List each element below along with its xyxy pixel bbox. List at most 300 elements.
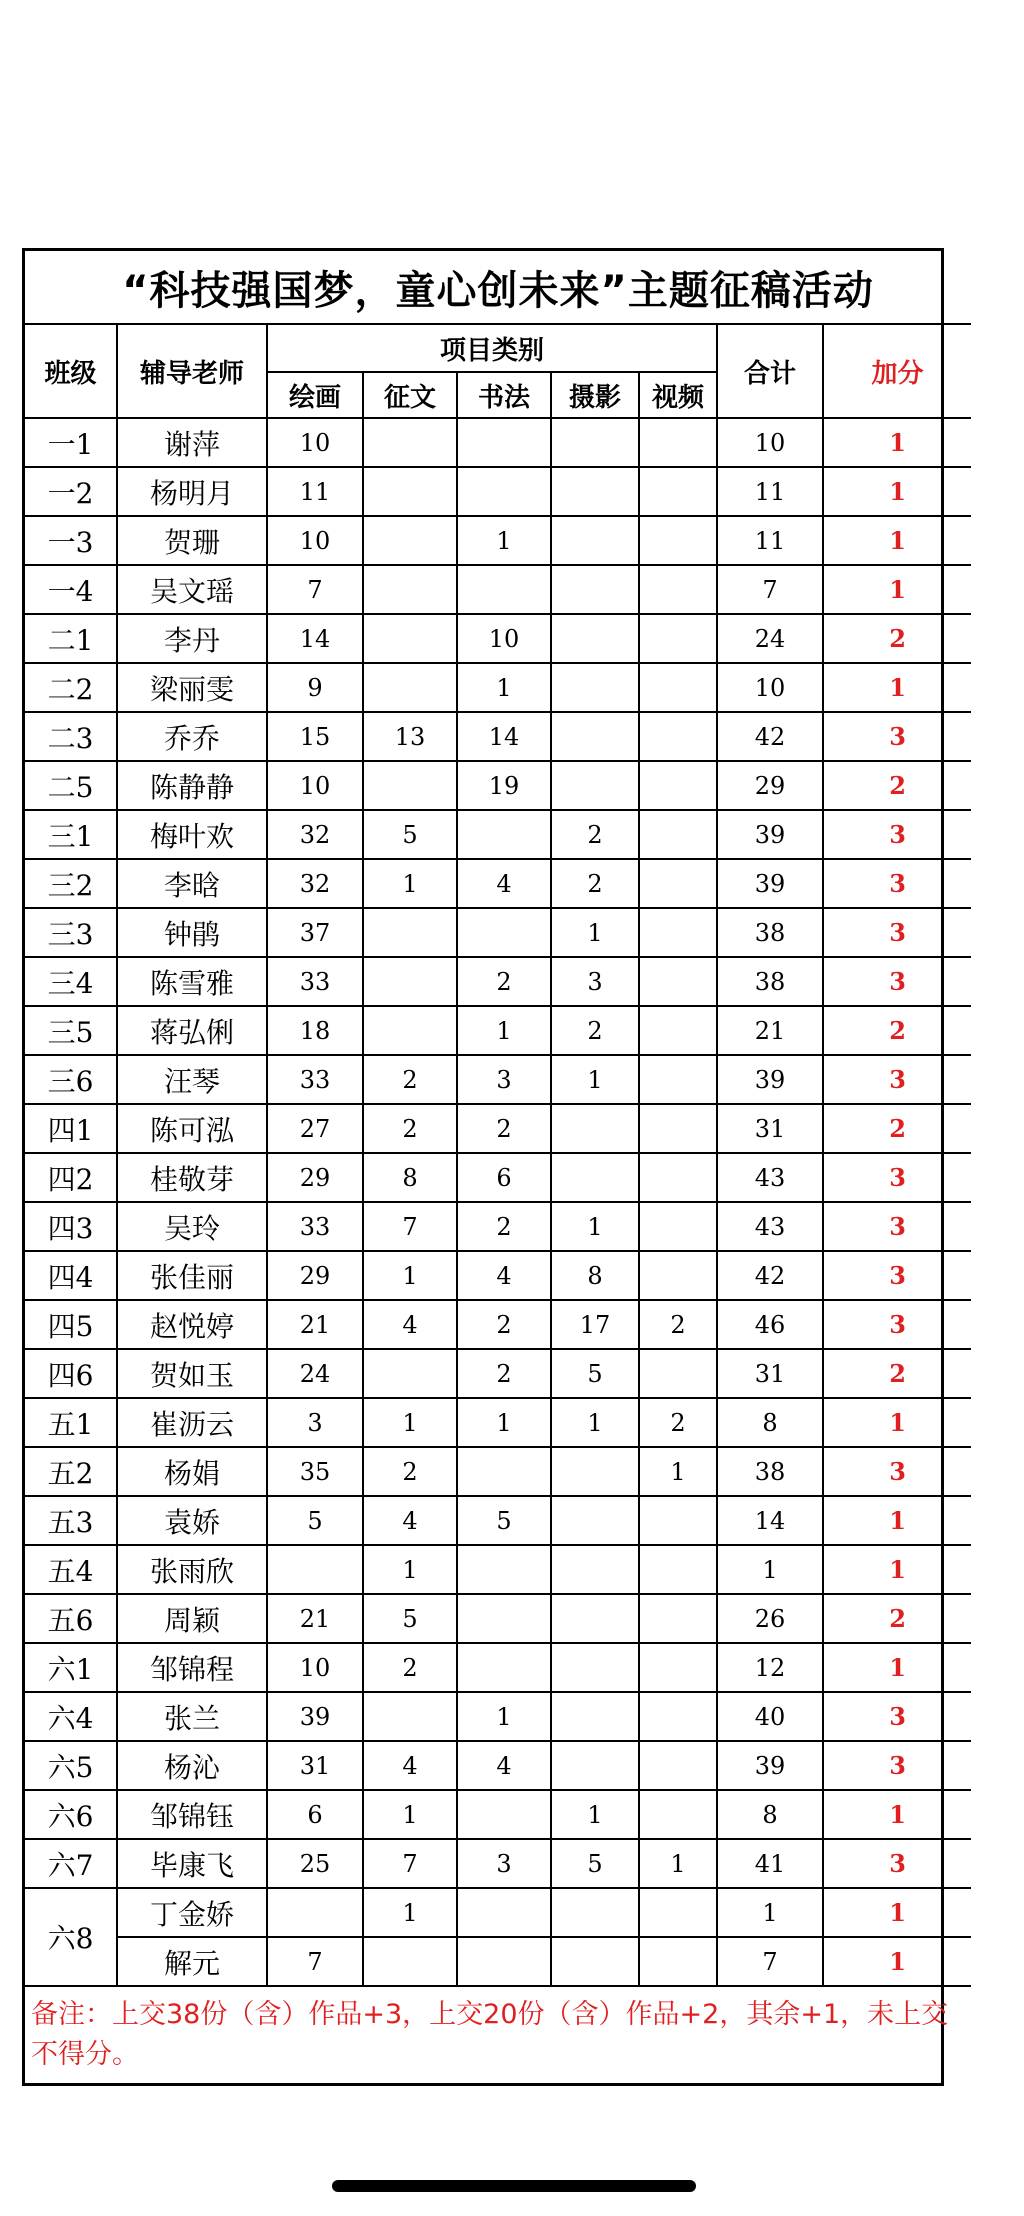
- category-count-cell: 3: [267, 1398, 363, 1447]
- category-count-cell: [639, 418, 717, 467]
- category-count-cell: 2: [639, 1398, 717, 1447]
- category-count-cell: 17: [551, 1300, 639, 1349]
- category-count-cell: 1: [551, 1790, 639, 1839]
- teacher-cell: 崔沥云: [117, 1398, 267, 1447]
- category-count-cell: [639, 1937, 717, 1986]
- total-cell: 1: [717, 1888, 823, 1937]
- total-cell: 12: [717, 1643, 823, 1692]
- bonus-cell: 2: [823, 614, 971, 663]
- class-cell: 四6: [25, 1349, 117, 1398]
- class-cell: 三5: [25, 1006, 117, 1055]
- class-cell: 六5: [25, 1741, 117, 1790]
- header-category-calligraphy: 书法: [457, 372, 551, 418]
- category-count-cell: 3: [457, 1839, 551, 1888]
- bonus-cell: 1: [823, 418, 971, 467]
- class-cell: 六1: [25, 1643, 117, 1692]
- table-row: [25, 761, 971, 810]
- class-cell: 六7: [25, 1839, 117, 1888]
- note-text: 备注：上交38份（含）作品+3，上交20份（含）作品+2，其余+1，未上交不得分。: [25, 1986, 971, 2083]
- category-count-cell: 4: [363, 1300, 457, 1349]
- table-row: [25, 1790, 971, 1839]
- teacher-cell: 谢萍: [117, 418, 267, 467]
- category-count-cell: [551, 1937, 639, 1986]
- category-count-cell: 14: [267, 614, 363, 663]
- category-count-cell: 21: [267, 1300, 363, 1349]
- category-count-cell: 2: [551, 859, 639, 908]
- bonus-cell: 1: [823, 1888, 971, 1937]
- category-count-cell: 14: [457, 712, 551, 761]
- category-count-cell: 2: [639, 1300, 717, 1349]
- category-count-cell: [639, 1888, 717, 1937]
- teacher-cell: 张佳丽: [117, 1251, 267, 1300]
- category-count-cell: [639, 1692, 717, 1741]
- category-count-cell: 6: [267, 1790, 363, 1839]
- table-row: [25, 1300, 971, 1349]
- teacher-cell: 李晗: [117, 859, 267, 908]
- category-count-cell: 3: [551, 957, 639, 1006]
- bonus-cell: 1: [823, 1398, 971, 1447]
- class-cell: 五1: [25, 1398, 117, 1447]
- category-count-cell: 1: [457, 516, 551, 565]
- category-count-cell: 4: [457, 1251, 551, 1300]
- category-count-cell: [457, 1545, 551, 1594]
- category-count-cell: [639, 467, 717, 516]
- class-cell: 六4: [25, 1692, 117, 1741]
- category-count-cell: 1: [551, 1055, 639, 1104]
- class-cell: 一1: [25, 418, 117, 467]
- total-cell: 42: [717, 1251, 823, 1300]
- bonus-cell: 3: [823, 810, 971, 859]
- category-count-cell: [363, 1349, 457, 1398]
- category-count-cell: 1: [639, 1839, 717, 1888]
- category-count-cell: 33: [267, 957, 363, 1006]
- category-count-cell: 7: [267, 1937, 363, 1986]
- category-count-cell: [551, 761, 639, 810]
- category-count-cell: [639, 1006, 717, 1055]
- table-row: [25, 1741, 971, 1790]
- category-count-cell: 33: [267, 1055, 363, 1104]
- category-count-cell: [639, 908, 717, 957]
- total-cell: 24: [717, 614, 823, 663]
- teacher-cell: 梅叶欢: [117, 810, 267, 859]
- category-count-cell: [551, 663, 639, 712]
- category-count-cell: 7: [267, 565, 363, 614]
- category-count-cell: 21: [267, 1594, 363, 1643]
- table-row: [25, 1447, 971, 1496]
- category-count-cell: [639, 663, 717, 712]
- category-count-cell: 1: [363, 1545, 457, 1594]
- teacher-cell: 陈可泓: [117, 1104, 267, 1153]
- category-count-cell: [551, 1594, 639, 1643]
- home-indicator[interactable]: [332, 2180, 696, 2192]
- teacher-cell: 张雨欣: [117, 1545, 267, 1594]
- total-cell: 43: [717, 1153, 823, 1202]
- category-count-cell: [457, 810, 551, 859]
- bonus-cell: 2: [823, 1006, 971, 1055]
- category-count-cell: [551, 565, 639, 614]
- category-count-cell: [639, 1153, 717, 1202]
- table-row: [25, 859, 971, 908]
- class-cell: 二2: [25, 663, 117, 712]
- table-row: [25, 1888, 971, 1937]
- category-count-cell: 5: [363, 1594, 457, 1643]
- category-count-cell: [457, 1888, 551, 1937]
- table-row: [25, 1594, 971, 1643]
- teacher-cell: 毕康飞: [117, 1839, 267, 1888]
- teacher-cell: 杨沁: [117, 1741, 267, 1790]
- class-cell: 三4: [25, 957, 117, 1006]
- category-count-cell: [457, 1594, 551, 1643]
- table-row: [25, 1692, 971, 1741]
- category-count-cell: [639, 1104, 717, 1153]
- total-cell: 10: [717, 418, 823, 467]
- table-row: [25, 1643, 971, 1692]
- table-row: [25, 1006, 971, 1055]
- class-cell: 五2: [25, 1447, 117, 1496]
- teacher-cell: 吴文瑶: [117, 565, 267, 614]
- category-count-cell: [363, 614, 457, 663]
- total-cell: 7: [717, 1937, 823, 1986]
- category-count-cell: 11: [267, 467, 363, 516]
- category-count-cell: 5: [267, 1496, 363, 1545]
- category-count-cell: 29: [267, 1251, 363, 1300]
- bonus-cell: 1: [823, 1790, 971, 1839]
- teacher-cell: 赵悦婷: [117, 1300, 267, 1349]
- total-cell: 43: [717, 1202, 823, 1251]
- category-count-cell: 2: [457, 1349, 551, 1398]
- teacher-cell: 张兰: [117, 1692, 267, 1741]
- category-count-cell: [639, 1643, 717, 1692]
- category-count-cell: [363, 565, 457, 614]
- total-cell: 40: [717, 1692, 823, 1741]
- category-count-cell: 33: [267, 1202, 363, 1251]
- category-count-cell: 2: [457, 957, 551, 1006]
- total-cell: 11: [717, 516, 823, 565]
- category-count-cell: 1: [363, 1398, 457, 1447]
- teacher-cell: 蒋弘俐: [117, 1006, 267, 1055]
- category-count-cell: [639, 1594, 717, 1643]
- total-cell: 31: [717, 1104, 823, 1153]
- total-cell: 21: [717, 1006, 823, 1055]
- category-count-cell: [639, 1545, 717, 1594]
- category-count-cell: [457, 418, 551, 467]
- class-cell: 一3: [25, 516, 117, 565]
- category-count-cell: 32: [267, 859, 363, 908]
- class-cell: 二1: [25, 614, 117, 663]
- category-count-cell: 1: [551, 908, 639, 957]
- teacher-cell: 陈雪雅: [117, 957, 267, 1006]
- bonus-cell: 3: [823, 1692, 971, 1741]
- class-cell: 四1: [25, 1104, 117, 1153]
- table-row: [25, 1055, 971, 1104]
- category-count-cell: [551, 1741, 639, 1790]
- table-row: [25, 1349, 971, 1398]
- category-count-cell: [639, 614, 717, 663]
- category-count-cell: [457, 565, 551, 614]
- class-cell: 三1: [25, 810, 117, 859]
- category-count-cell: 1: [457, 1692, 551, 1741]
- teacher-cell: 解元: [117, 1937, 267, 1986]
- total-cell: 29: [717, 761, 823, 810]
- total-cell: 7: [717, 565, 823, 614]
- bonus-cell: 1: [823, 1937, 971, 1986]
- class-cell: 四4: [25, 1251, 117, 1300]
- category-count-cell: 1: [363, 1251, 457, 1300]
- class-cell: 二3: [25, 712, 117, 761]
- category-count-cell: 1: [363, 859, 457, 908]
- category-count-cell: [551, 1643, 639, 1692]
- class-cell: 三3: [25, 908, 117, 957]
- category-count-cell: [639, 1202, 717, 1251]
- category-count-cell: [551, 1104, 639, 1153]
- table-row: [25, 565, 971, 614]
- category-count-cell: 2: [457, 1300, 551, 1349]
- bonus-cell: 2: [823, 1349, 971, 1398]
- category-count-cell: [639, 1790, 717, 1839]
- category-count-cell: 1: [457, 1006, 551, 1055]
- total-cell: 39: [717, 1741, 823, 1790]
- category-count-cell: [457, 1937, 551, 1986]
- header-category-essay: 征文: [363, 372, 457, 418]
- total-cell: 39: [717, 1055, 823, 1104]
- class-cell: 四5: [25, 1300, 117, 1349]
- category-count-cell: [551, 1447, 639, 1496]
- category-count-cell: 5: [457, 1496, 551, 1545]
- bonus-cell: 3: [823, 1251, 971, 1300]
- bonus-cell: 3: [823, 859, 971, 908]
- table-row: [25, 467, 971, 516]
- total-cell: 8: [717, 1790, 823, 1839]
- total-cell: 39: [717, 859, 823, 908]
- category-count-cell: [551, 1153, 639, 1202]
- table-row: [25, 712, 971, 761]
- category-count-cell: 24: [267, 1349, 363, 1398]
- category-count-cell: [551, 467, 639, 516]
- teacher-cell: 袁娇: [117, 1496, 267, 1545]
- teacher-cell: 杨明月: [117, 467, 267, 516]
- category-count-cell: [551, 1496, 639, 1545]
- category-count-cell: [639, 761, 717, 810]
- category-count-cell: 39: [267, 1692, 363, 1741]
- table-row: [25, 663, 971, 712]
- teacher-cell: 吴玲: [117, 1202, 267, 1251]
- category-count-cell: 13: [363, 712, 457, 761]
- category-count-cell: 6: [457, 1153, 551, 1202]
- category-count-cell: 10: [267, 1643, 363, 1692]
- category-count-cell: 2: [551, 810, 639, 859]
- teacher-cell: 邹锦程: [117, 1643, 267, 1692]
- bonus-cell: 1: [823, 663, 971, 712]
- category-count-cell: 5: [551, 1839, 639, 1888]
- class-cell: 五6: [25, 1594, 117, 1643]
- class-cell: 一2: [25, 467, 117, 516]
- bonus-cell: 3: [823, 908, 971, 957]
- category-count-cell: [639, 957, 717, 1006]
- category-count-cell: 7: [363, 1839, 457, 1888]
- category-count-cell: [457, 467, 551, 516]
- teacher-cell: 贺珊: [117, 516, 267, 565]
- category-count-cell: [639, 1349, 717, 1398]
- table-row: [25, 810, 971, 859]
- category-count-cell: 7: [363, 1202, 457, 1251]
- table-row: [25, 1545, 971, 1594]
- header-class: 班级: [25, 324, 117, 418]
- category-count-cell: [363, 418, 457, 467]
- category-count-cell: 18: [267, 1006, 363, 1055]
- class-cell: 三6: [25, 1055, 117, 1104]
- category-count-cell: [639, 565, 717, 614]
- category-count-cell: 2: [363, 1104, 457, 1153]
- teacher-cell: 杨娟: [117, 1447, 267, 1496]
- category-count-cell: [363, 516, 457, 565]
- category-count-cell: 31: [267, 1741, 363, 1790]
- class-cell: 二5: [25, 761, 117, 810]
- teacher-cell: 梁丽雯: [117, 663, 267, 712]
- teacher-cell: 邹锦钰: [117, 1790, 267, 1839]
- total-cell: 31: [717, 1349, 823, 1398]
- class-cell: 六6: [25, 1790, 117, 1839]
- bonus-cell: 3: [823, 1447, 971, 1496]
- category-count-cell: 32: [267, 810, 363, 859]
- teacher-cell: 周颖: [117, 1594, 267, 1643]
- bonus-cell: 3: [823, 1839, 971, 1888]
- category-count-cell: 27: [267, 1104, 363, 1153]
- total-cell: 46: [717, 1300, 823, 1349]
- bonus-cell: 3: [823, 1055, 971, 1104]
- table-row: [25, 1202, 971, 1251]
- bonus-cell: 2: [823, 1594, 971, 1643]
- table-row: [25, 1104, 971, 1153]
- bonus-cell: 2: [823, 761, 971, 810]
- total-cell: 14: [717, 1496, 823, 1545]
- class-cell: 一4: [25, 565, 117, 614]
- category-count-cell: 25: [267, 1839, 363, 1888]
- category-count-cell: 9: [267, 663, 363, 712]
- total-cell: 42: [717, 712, 823, 761]
- teacher-cell: 桂敬芽: [117, 1153, 267, 1202]
- category-count-cell: [551, 1692, 639, 1741]
- category-count-cell: 10: [267, 516, 363, 565]
- category-count-cell: 8: [363, 1153, 457, 1202]
- category-count-cell: 5: [363, 810, 457, 859]
- category-count-cell: 1: [363, 1790, 457, 1839]
- teacher-cell: 贺如玉: [117, 1349, 267, 1398]
- category-count-cell: [551, 614, 639, 663]
- header-bonus: 加分: [823, 324, 971, 418]
- category-count-cell: [639, 810, 717, 859]
- category-count-cell: 1: [639, 1447, 717, 1496]
- bonus-cell: 1: [823, 1643, 971, 1692]
- category-count-cell: 4: [457, 1741, 551, 1790]
- bonus-cell: 3: [823, 712, 971, 761]
- category-count-cell: [267, 1888, 363, 1937]
- total-cell: 41: [717, 1839, 823, 1888]
- class-cell: 五4: [25, 1545, 117, 1594]
- category-count-cell: 37: [267, 908, 363, 957]
- table-row: [25, 1251, 971, 1300]
- category-count-cell: 8: [551, 1251, 639, 1300]
- category-count-cell: 2: [363, 1643, 457, 1692]
- category-count-cell: [363, 761, 457, 810]
- teacher-cell: 李丹: [117, 614, 267, 663]
- bonus-cell: 1: [823, 467, 971, 516]
- teacher-cell: 乔乔: [117, 712, 267, 761]
- category-count-cell: 2: [457, 1104, 551, 1153]
- category-count-cell: 3: [457, 1055, 551, 1104]
- teacher-cell: 丁金娇: [117, 1888, 267, 1937]
- teacher-cell: 钟鹃: [117, 908, 267, 957]
- category-count-cell: 4: [363, 1496, 457, 1545]
- bonus-cell: 3: [823, 1202, 971, 1251]
- category-count-cell: [457, 908, 551, 957]
- category-count-cell: [363, 663, 457, 712]
- bonus-cell: 2: [823, 1104, 971, 1153]
- category-count-cell: [267, 1545, 363, 1594]
- category-count-cell: [363, 908, 457, 957]
- category-count-cell: [457, 1790, 551, 1839]
- total-cell: 10: [717, 663, 823, 712]
- total-cell: 38: [717, 957, 823, 1006]
- total-cell: 38: [717, 1447, 823, 1496]
- category-count-cell: 10: [267, 761, 363, 810]
- table-row: [25, 1937, 971, 1986]
- total-cell: 8: [717, 1398, 823, 1447]
- bonus-cell: 3: [823, 957, 971, 1006]
- category-count-cell: 2: [551, 1006, 639, 1055]
- category-count-cell: [551, 516, 639, 565]
- total-cell: 38: [717, 908, 823, 957]
- category-count-cell: 2: [457, 1202, 551, 1251]
- bonus-cell: 3: [823, 1153, 971, 1202]
- class-cell-merged: 六8: [25, 1888, 117, 1986]
- category-count-cell: [457, 1643, 551, 1692]
- bonus-cell: 1: [823, 516, 971, 565]
- category-count-cell: 1: [551, 1202, 639, 1251]
- category-count-cell: 4: [457, 859, 551, 908]
- header-total: 合计: [717, 324, 823, 418]
- total-cell: 26: [717, 1594, 823, 1643]
- category-count-cell: 1: [457, 663, 551, 712]
- category-count-cell: 5: [551, 1349, 639, 1398]
- teacher-cell: 汪琴: [117, 1055, 267, 1104]
- table-row: [25, 1398, 971, 1447]
- table-title: “科技强国梦，童心创未来”主题征稿活动: [25, 251, 971, 324]
- bonus-cell: 3: [823, 1300, 971, 1349]
- table-row: [25, 1153, 971, 1202]
- category-count-cell: [639, 859, 717, 908]
- class-cell: 五3: [25, 1496, 117, 1545]
- category-count-cell: 4: [363, 1741, 457, 1790]
- category-count-cell: [639, 1496, 717, 1545]
- class-cell: 三2: [25, 859, 117, 908]
- total-cell: 1: [717, 1545, 823, 1594]
- category-count-cell: 2: [363, 1055, 457, 1104]
- note-row: [25, 1986, 971, 2083]
- category-count-cell: [363, 1692, 457, 1741]
- table-row: [25, 516, 971, 565]
- category-count-cell: [363, 957, 457, 1006]
- contest-score-sheet: [22, 248, 949, 2086]
- category-count-cell: 2: [363, 1447, 457, 1496]
- category-count-cell: [363, 467, 457, 516]
- category-count-cell: [363, 1006, 457, 1055]
- category-count-cell: [639, 516, 717, 565]
- category-count-cell: [551, 712, 639, 761]
- category-count-cell: [639, 712, 717, 761]
- category-count-cell: 19: [457, 761, 551, 810]
- score-table: [25, 251, 971, 2083]
- category-count-cell: 1: [457, 1398, 551, 1447]
